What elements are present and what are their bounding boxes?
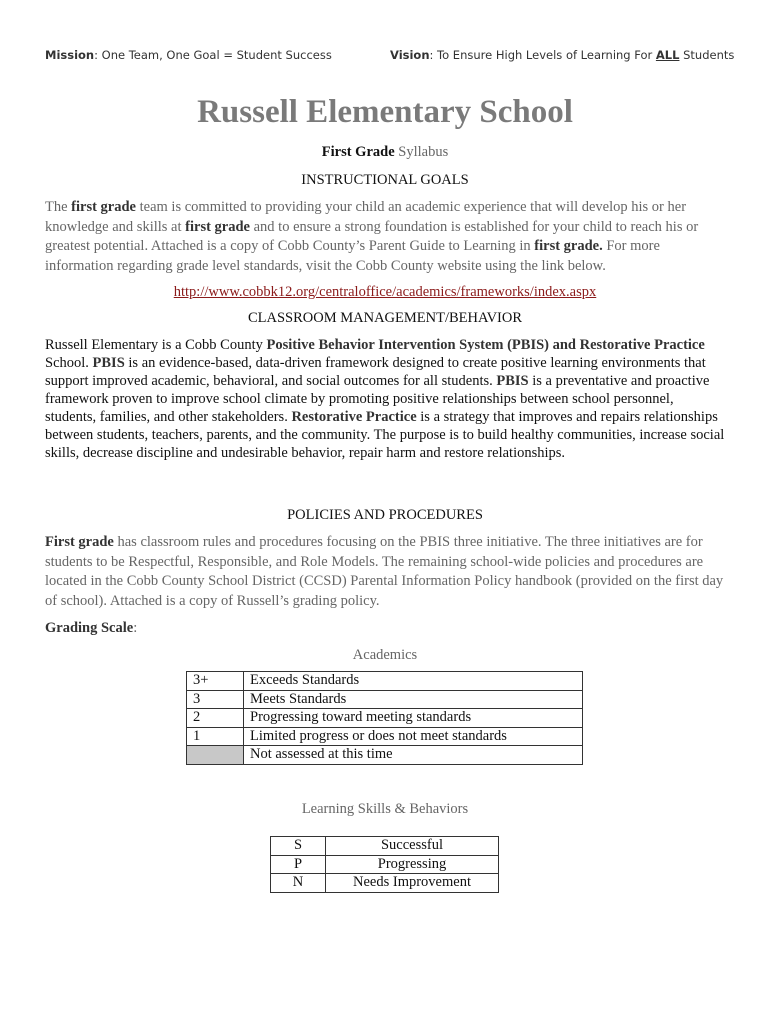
text: : [133, 620, 138, 636]
code-cell: 3 [187, 690, 244, 709]
vision-statement [390, 48, 734, 62]
desc-cell: Progressing [326, 855, 499, 874]
desc-cell: Progressing toward meeting standards [244, 709, 583, 728]
text: For more information regarding grade level standards, visit the Cobb County website using the link below. [45, 238, 660, 274]
code-cell: N [271, 874, 326, 893]
page-title: Russell Elementary School [197, 94, 573, 130]
vision-text: : To Ensure High Levels of Learning For [429, 48, 656, 62]
code-cell-shaded [187, 746, 244, 765]
mission-text: : One Team, One Goal = Student Success [94, 48, 332, 62]
text: and to ensure a strong foundation is established for your child to reach his or greatest potential. Attached is a copy of Cobb County’s Parent Guide to Learning in [45, 218, 699, 254]
code-cell: P [271, 855, 326, 874]
skills-caption: Learning Skills & Behaviors [301, 801, 469, 817]
mission-statement [45, 48, 332, 62]
text: has classroom rules and procedures focusing on the PBIS three initiative. The three initiatives are for students to be Respectful, Responsible, and Role Models. The remaining school-wide policies and procedures are located in the Cobb County School District (CCSD) Parental Information Policy handbook (provided on the first day of school). Attached is a copy of Russell’s grading policy. [45, 534, 724, 609]
bold-text: First grade [45, 534, 114, 550]
policies-paragraph [45, 533, 725, 611]
text: School. [45, 355, 93, 371]
instructional-goals-heading: INSTRUCTIONAL GOALS [301, 172, 469, 188]
desc-cell: Meets Standards [244, 690, 583, 709]
table-row [271, 837, 499, 856]
skills-table [270, 836, 499, 893]
vision-emphasis: ALL [655, 48, 680, 62]
bold-text: PBIS [92, 355, 125, 371]
bold-text: first grade. [534, 238, 603, 254]
desc-cell: Needs Improvement [326, 874, 499, 893]
table-row [187, 672, 583, 691]
bold-text: Grading Scale [45, 620, 134, 636]
code-cell: 2 [187, 709, 244, 728]
vision-label: Vision [390, 48, 430, 62]
vision-text-end: Students [679, 48, 735, 62]
table-row [187, 709, 583, 728]
code-cell: 3+ [187, 672, 244, 691]
bold-text: first grade [185, 218, 250, 235]
mission-label: Mission [45, 48, 95, 62]
policies-heading: POLICIES AND PROCEDURES [287, 507, 483, 523]
bold-text: first grade [71, 199, 136, 215]
bold-text: Restorative Practice [291, 409, 417, 425]
frameworks-link[interactable]: http://www.cobbk12.org/centraloffice/academics/frameworks/index.aspx [173, 284, 597, 300]
text: team is committed to providing your child an academic experience that will develop his or her knowledge and skills at [45, 199, 687, 235]
text: The [45, 199, 72, 215]
desc-cell: Not assessed at this time [244, 746, 583, 765]
desc-cell: Limited progress or does not meet standards [244, 727, 583, 746]
instructional-goals-paragraph [45, 198, 725, 276]
code-cell: S [271, 837, 326, 856]
table-row [187, 690, 583, 709]
subtitle [0, 144, 770, 161]
classroom-management-heading: CLASSROOM MANAGEMENT/BEHAVIOR [247, 310, 523, 326]
desc-cell: Exceeds Standards [244, 672, 583, 691]
academics-caption: Academics [352, 647, 418, 663]
bold-text: Positive Behavior Intervention System (PBIS) and Restorative Practice [266, 337, 705, 353]
bold-text: PBIS [496, 373, 529, 389]
text: is a preventative and proactive framework proven to improve school climate by promoting positive relationships between school personnel, students, families, and other stakeholders. [45, 373, 710, 425]
grading-scale-label [45, 619, 725, 639]
academics-table [186, 671, 583, 765]
desc-cell: Successful [326, 837, 499, 856]
frameworks-link-line [0, 284, 770, 301]
code-cell: 1 [187, 727, 244, 746]
classroom-management-paragraph [45, 336, 725, 462]
subtitle-rest: Syllabus [394, 144, 449, 160]
table-row [187, 746, 583, 765]
table-row [271, 855, 499, 874]
text: is an evidence-based, data-driven framework designed to create positive learning environments that support improved academic, behavioral, and social outcomes for all students. [45, 355, 706, 389]
text: Russell Elementary is a Cobb County [45, 337, 267, 353]
table-row [271, 874, 499, 893]
table-row [187, 727, 583, 746]
subtitle-grade: First Grade [321, 144, 395, 160]
text: is a strategy that improves and repairs relationships between students, teachers, parents, and the community. The purpose is to build healthy communities, increase social skills, decrease discipline and undesirable behavior, repair harm and restore relationships. [45, 409, 725, 461]
